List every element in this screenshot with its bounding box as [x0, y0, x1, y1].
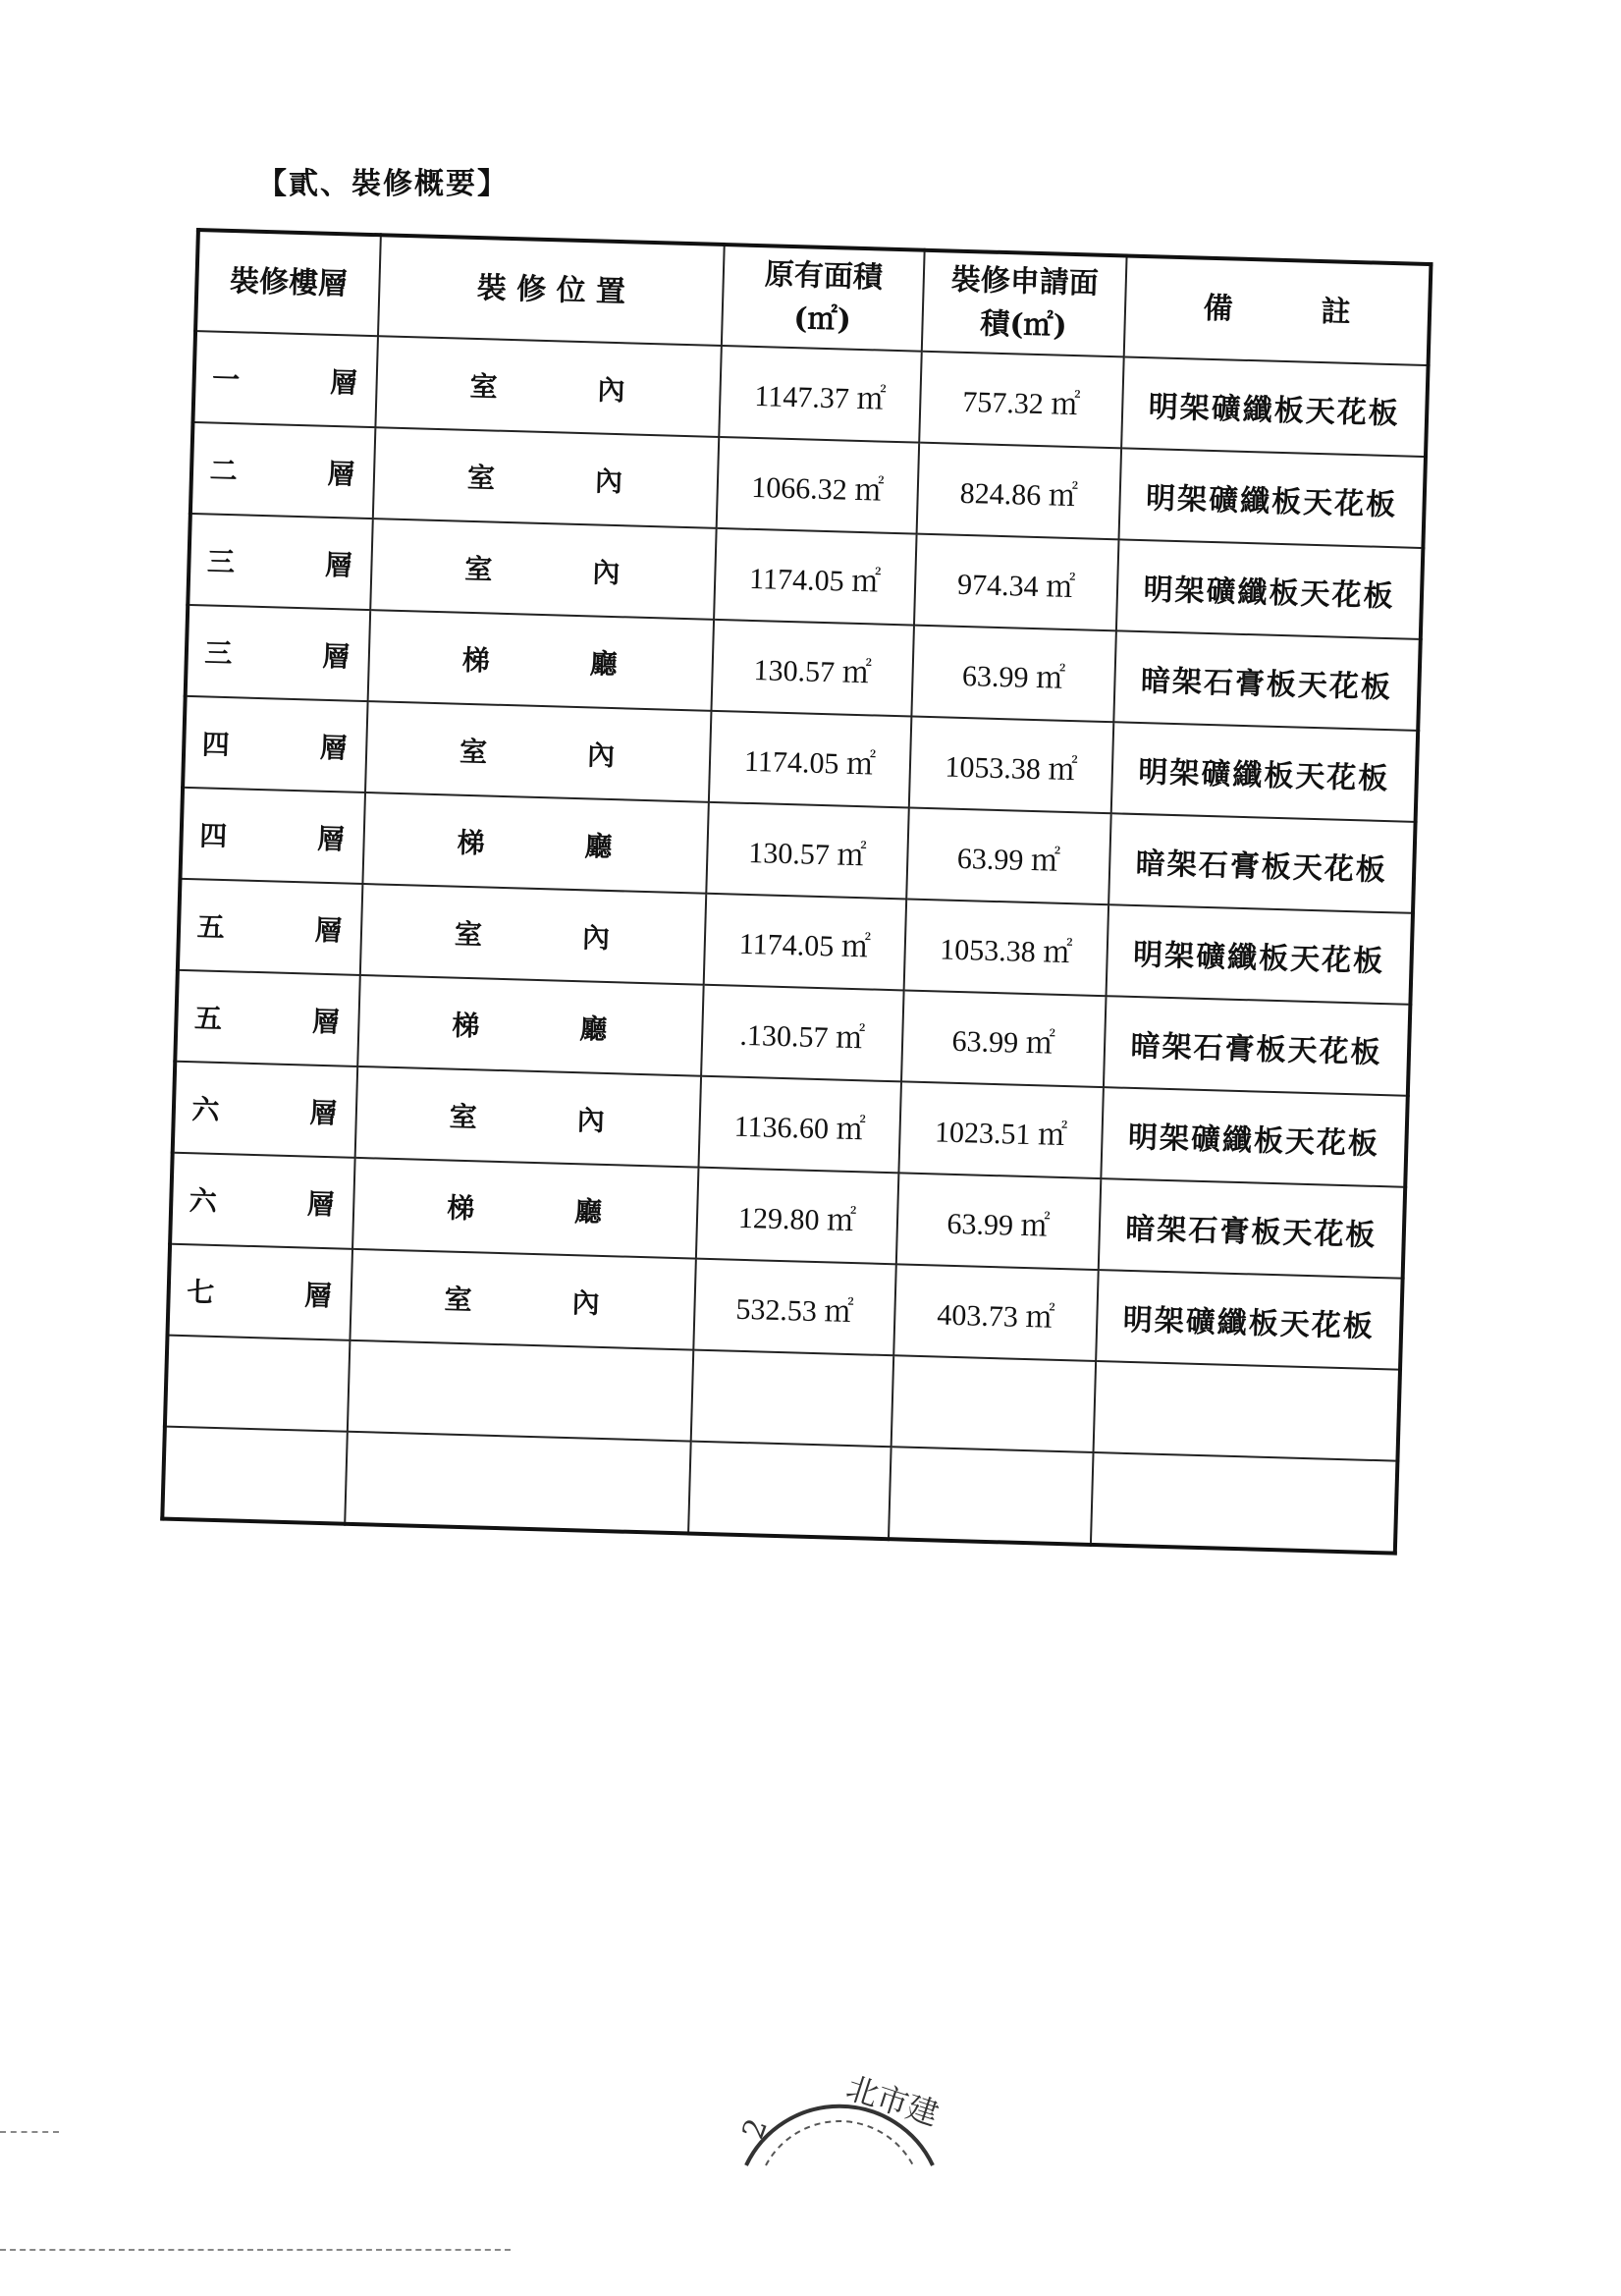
cell-floor [173, 1062, 358, 1158]
cell-floor [168, 1244, 353, 1340]
cell-empty [1094, 1361, 1400, 1461]
location-part-b: 內 [586, 738, 618, 772]
cell-location [355, 1066, 701, 1168]
header-remarks: 備 註 [1124, 255, 1432, 365]
location-part-b: 內 [594, 464, 625, 498]
section-title: 【貳、裝修概要】 [257, 167, 509, 201]
cell-remarks: 明架礦纖板天花板 [1116, 539, 1423, 639]
cell-remarks: 暗架石膏板天花板 [1113, 630, 1420, 731]
cell-original-area: 532.53 ㎡ [693, 1259, 896, 1356]
location-part-b: 內 [591, 555, 622, 589]
cell-original-area: 1174.05 ㎡ [714, 528, 917, 626]
cell-applied-area: 1023.51 ㎡ [898, 1081, 1104, 1178]
cell-empty [691, 1350, 894, 1448]
floor-number: 一 [211, 362, 243, 396]
location-part-a: 室 [466, 461, 498, 495]
location-part-b: 廳 [578, 1011, 610, 1046]
cell-remarks: 明架礦纖板天花板 [1121, 356, 1428, 457]
cell-applied-area: 757.32 ㎡ [919, 352, 1124, 449]
cell-remarks: 明架礦纖板天花板 [1111, 722, 1418, 822]
floor-number: 二 [209, 453, 241, 487]
header-applied-area-line1: 裝修申請面 [950, 262, 1100, 301]
cell-original-area: 129.80 ㎡ [696, 1168, 899, 1265]
seal-text: 北市建 [841, 2068, 944, 2134]
table-body [162, 331, 1428, 1554]
cell-original-area: 1174.05 ㎡ [704, 894, 907, 991]
cell-applied-area: 1053.38 ㎡ [904, 899, 1109, 996]
location-part-b: 內 [597, 372, 628, 407]
cell-location [360, 884, 706, 985]
cell-remarks: 明架礦纖板天花板 [1107, 904, 1413, 1005]
location-part-a: 梯 [461, 643, 493, 678]
floor-suffix: 層 [329, 365, 360, 400]
cell-applied-area: 63.99 ㎡ [896, 1173, 1102, 1270]
cell-applied-area: 63.99 ㎡ [911, 626, 1116, 723]
cell-applied-area: 974.34 ㎡ [914, 534, 1119, 631]
margin-dash-short [0, 2131, 59, 2133]
cell-remarks: 明架礦纖板天花板 [1096, 1270, 1402, 1370]
header-original-area-line2: (㎡) [792, 301, 852, 338]
floor-number: 七 [186, 1275, 217, 1309]
cell-empty [345, 1432, 690, 1534]
cell-floor [186, 605, 371, 701]
header-original-area-line1: 原有面積 [764, 257, 884, 296]
cell-location [375, 336, 721, 437]
official-seal [727, 2023, 952, 2170]
cell-original-area: 1174.05 ㎡ [709, 711, 912, 808]
cell-floor [178, 879, 363, 975]
cell-floor [183, 696, 368, 793]
cell-floor [192, 331, 378, 427]
floor-number: 三 [206, 544, 238, 578]
cell-location [370, 519, 716, 620]
cell-empty [348, 1340, 693, 1442]
location-part-a: 室 [444, 1282, 475, 1316]
floor-suffix: 層 [319, 731, 351, 765]
cell-empty [162, 1427, 348, 1524]
cell-floor [188, 514, 373, 610]
header-location: 裝 修 位 置 [378, 235, 725, 346]
location-part-b: 廳 [584, 829, 616, 863]
cell-applied-area: 63.99 ㎡ [901, 990, 1107, 1087]
renovation-summary-table-wrap [160, 228, 1432, 1556]
cell-remarks: 暗架石膏板天花板 [1099, 1178, 1405, 1279]
header-applied-area [922, 250, 1127, 357]
location-part-a: 室 [454, 917, 485, 951]
floor-suffix: 層 [314, 913, 346, 947]
floor-suffix: 層 [308, 1096, 340, 1129]
cell-location [352, 1158, 698, 1259]
margin-dash-line [0, 2249, 511, 2251]
cell-floor [180, 788, 365, 884]
floor-suffix: 層 [316, 822, 348, 856]
floor-suffix: 層 [311, 1005, 343, 1038]
location-part-b: 內 [581, 920, 613, 955]
cell-applied-area: 63.99 ㎡ [906, 807, 1111, 904]
cell-remarks: 明架礦纖板天花板 [1101, 1087, 1407, 1187]
location-part-b: 廳 [573, 1194, 605, 1229]
location-part-b: 內 [571, 1285, 603, 1320]
cell-original-area: 1136.60 ㎡ [698, 1076, 901, 1174]
header-original-area [722, 245, 925, 352]
floor-number: 四 [198, 818, 230, 852]
location-part-a: 梯 [451, 1009, 482, 1042]
cell-floor [170, 1153, 355, 1249]
seal-number: 2 [735, 2113, 776, 2144]
location-part-a: 室 [449, 1100, 480, 1133]
renovation-summary-table [160, 228, 1432, 1556]
cell-remarks: 暗架石膏板天花板 [1108, 813, 1415, 913]
cell-original-area: 1147.37 ㎡ [719, 346, 922, 443]
floor-suffix: 層 [321, 639, 352, 674]
cell-applied-area: 824.86 ㎡ [917, 443, 1122, 540]
floor-number: 五 [196, 909, 228, 944]
floor-number: 五 [193, 1001, 225, 1035]
header-applied-area-line2: 積(㎡) [979, 306, 1068, 344]
cell-location [365, 701, 711, 802]
cell-location [362, 793, 708, 894]
cell-original-area: 130.57 ㎡ [711, 620, 914, 717]
cell-remarks: 明架礦纖板天花板 [1119, 448, 1426, 548]
location-part-b: 廳 [589, 646, 621, 681]
cell-empty [1091, 1452, 1398, 1554]
cell-applied-area: 403.73 ㎡ [893, 1264, 1099, 1361]
floor-number: 三 [203, 635, 235, 670]
cell-floor [175, 970, 360, 1066]
floor-suffix: 層 [303, 1279, 335, 1312]
cell-original-area: 1066.32 ㎡ [717, 437, 920, 534]
floor-number: 六 [189, 1183, 220, 1218]
cell-location [373, 427, 719, 528]
location-part-a: 室 [459, 735, 490, 769]
cell-empty [892, 1355, 1097, 1452]
floor-number: 四 [201, 727, 233, 761]
floor-suffix: 層 [306, 1187, 338, 1221]
location-part-b: 內 [576, 1103, 608, 1137]
header-floor: 裝修樓層 [195, 230, 381, 336]
location-part-a: 梯 [446, 1191, 477, 1225]
cell-location [357, 975, 703, 1076]
location-part-a: 室 [469, 369, 501, 404]
cell-remarks: 暗架石膏板天花板 [1104, 996, 1410, 1096]
cell-original-area: .130.57 ㎡ [701, 985, 904, 1082]
cell-original-area: 130.57 ㎡ [706, 802, 909, 900]
cell-empty [688, 1442, 892, 1540]
floor-suffix: 層 [327, 457, 358, 491]
cell-location [350, 1249, 695, 1350]
cell-location [368, 610, 714, 711]
cell-applied-area: 1053.38 ㎡ [909, 717, 1114, 814]
floor-number: 六 [190, 1092, 222, 1126]
floor-suffix: 層 [324, 548, 355, 582]
location-part-a: 室 [463, 552, 495, 586]
cell-empty [889, 1447, 1094, 1545]
cell-floor [190, 422, 376, 519]
cell-empty [165, 1336, 351, 1432]
location-part-a: 梯 [457, 826, 488, 859]
